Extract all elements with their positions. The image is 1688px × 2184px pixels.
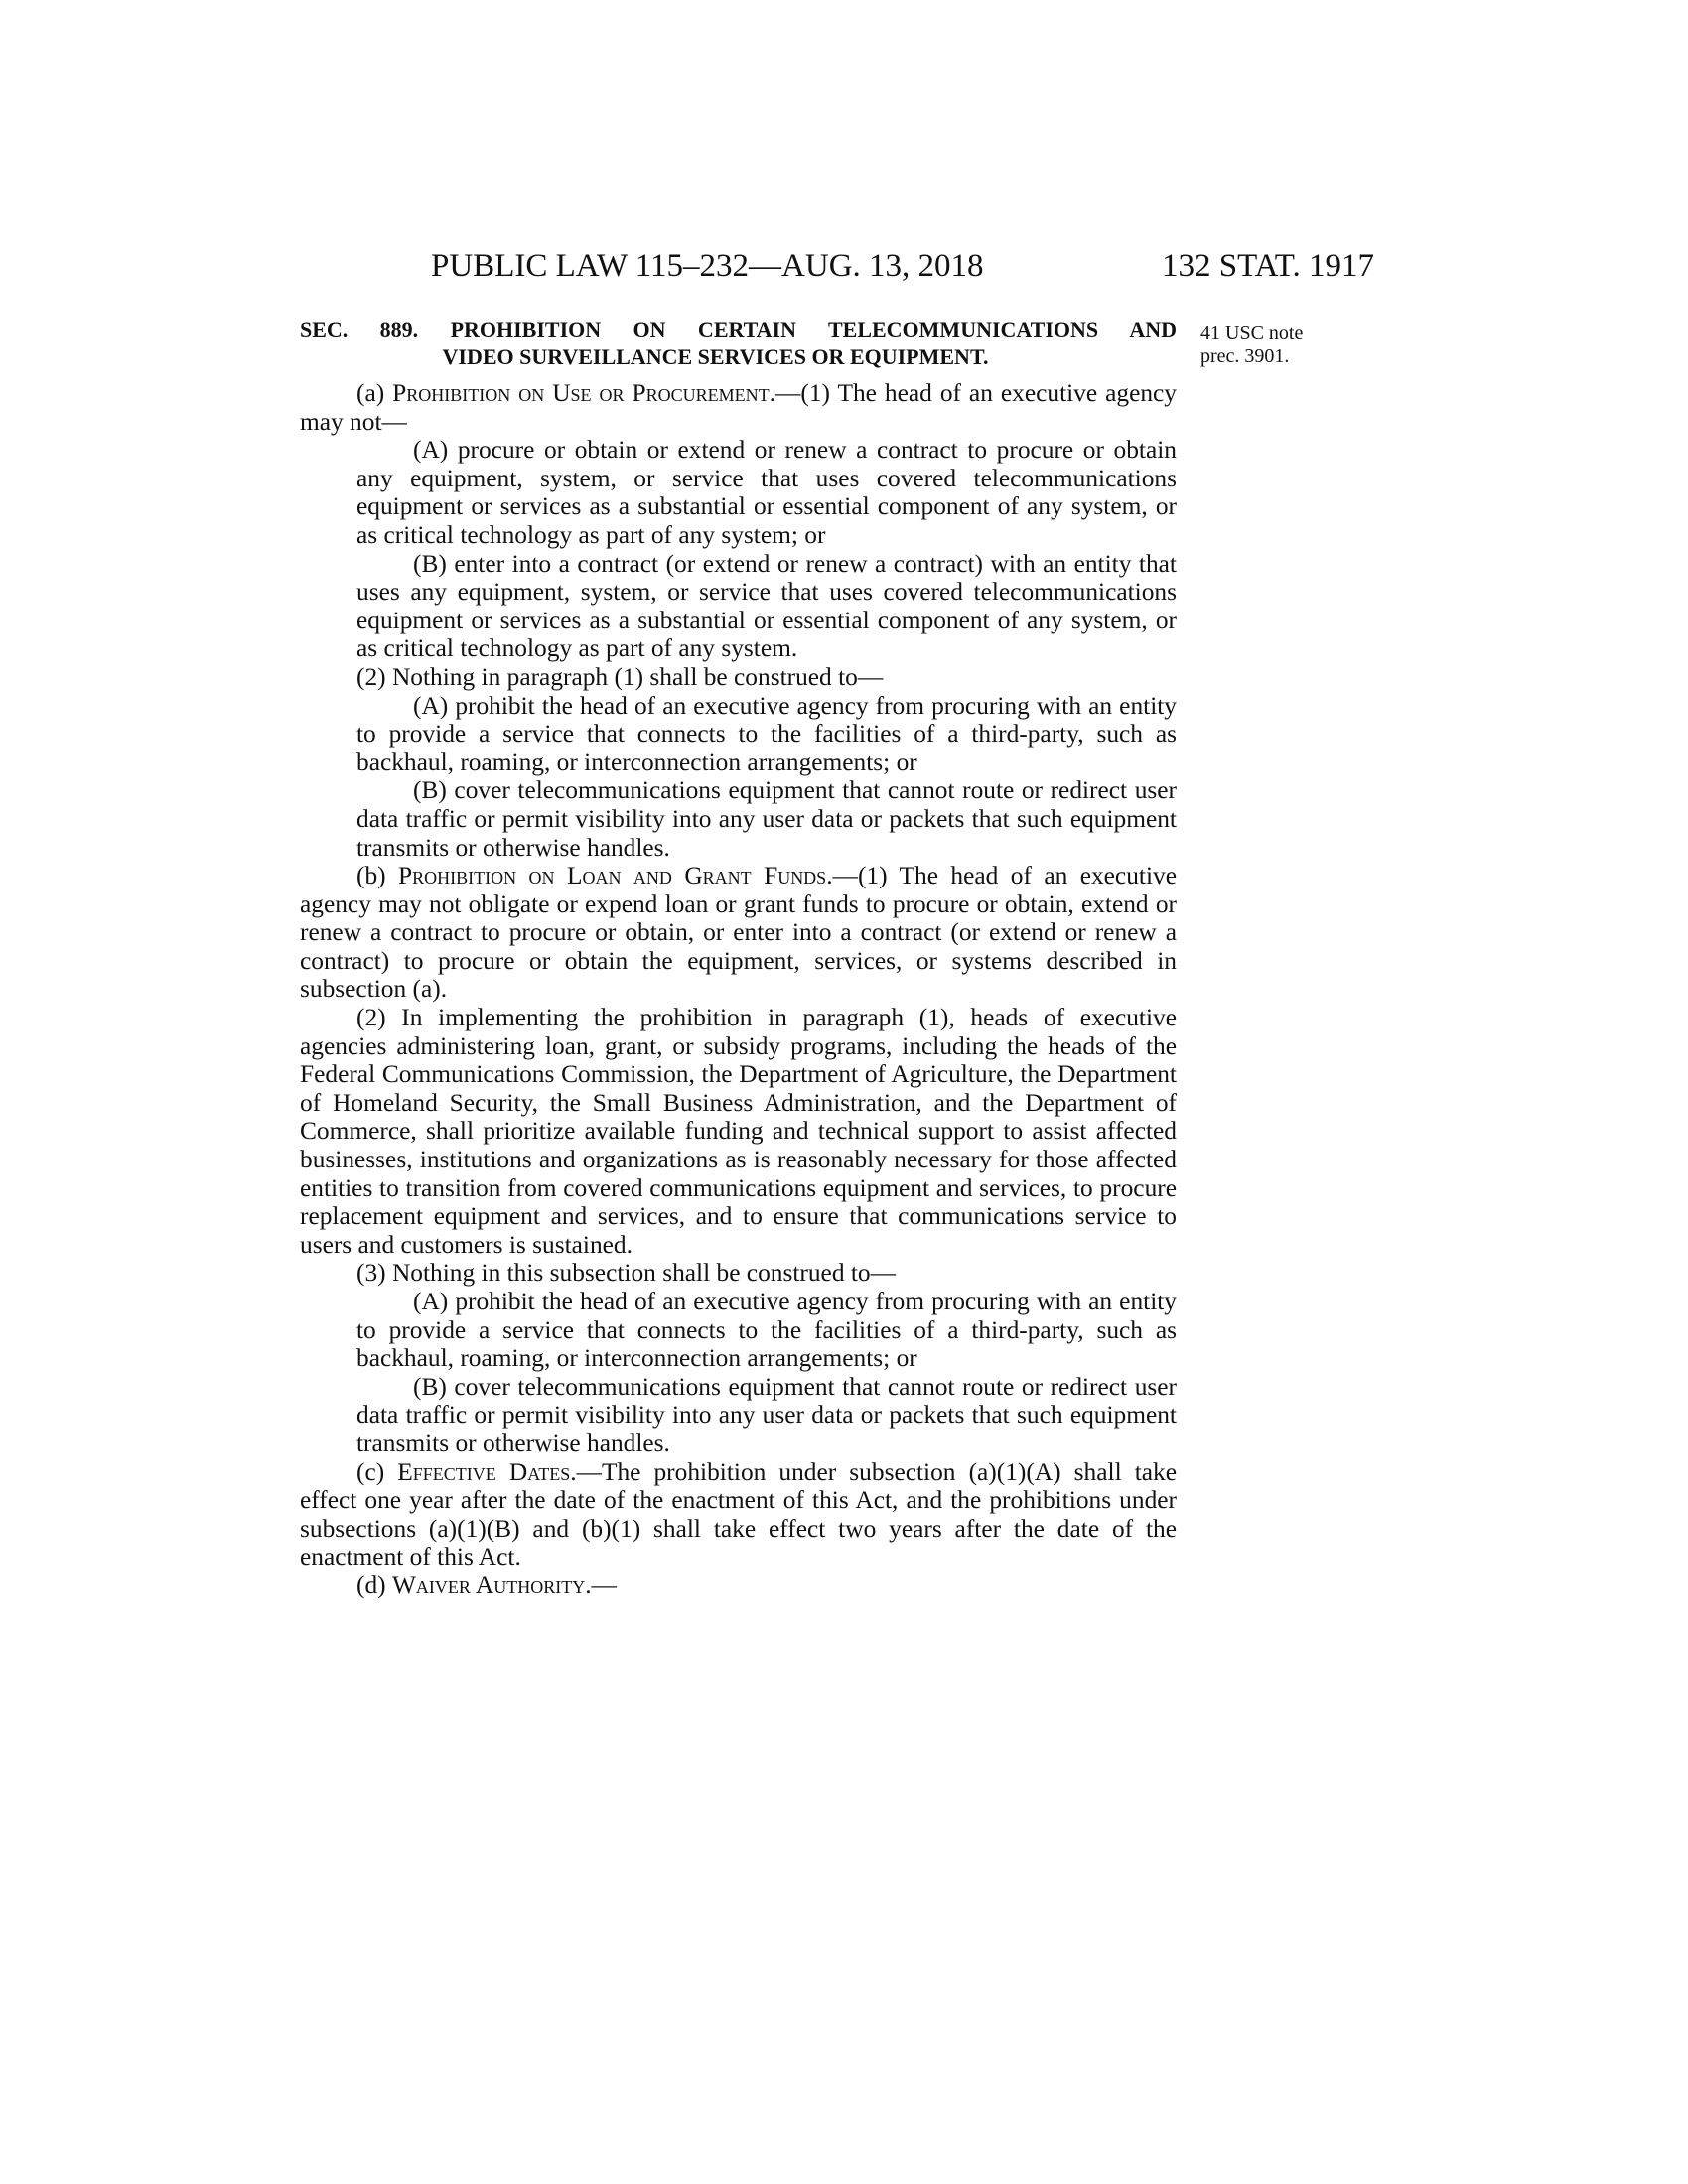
section-heading-line-2: VIDEO SURVEILLANCE SERVICES OR EQUIPMENT. (442, 344, 989, 369)
subsection-a-2-B: (B) cover telecommunications equipment that cannot route or redirect user data traffic or permit visibility into any user data or packets that such equipment transmits or otherwise handles. (356, 776, 1177, 862)
page-header (300, 244, 1374, 288)
statute-page-number: 132 STAT. 1917 (1161, 248, 1374, 284)
subsection-d-heading: Waiver Authority. (391, 1570, 592, 1599)
section-content (300, 316, 1177, 1600)
subsection-a-2-A: (A) prohibit the head of an executive agency from procuring with an entity to provide a service that connects to the facilities of a third-party, such as backhaul, roaming, or interconnection arrangements; or (356, 691, 1177, 776)
subsection-b-paragraph-2: (2) In implementing the prohibition in paragraph (1), heads of executive agencies administering loan, grant, or subsidy programs, including the heads of the Federal Communications Commission, the Department of Agriculture, the Department of Homeland Security, the Small Business Administration, and the Department of Commerce, shall prioritize available funding and technical support to assist affected businesses, institutions and organizations as is reasonably necessary for those affected entities to transition from covered communications equipment and services, to procure replacement equipment and services, and to ensure that communications service to users and customers is sustained. (300, 1004, 1177, 1259)
margin-note (1200, 321, 1349, 368)
subsection-d: (d) Waiver Authority.— (356, 1570, 617, 1599)
subsection-c: (c) Effective Dates.—The prohibition under subsection (a)(1)(A) shall take effect one year after the date of the enactment of this Act, and the prohibitions under subsections (a)(1)(B) and (b)(1) shall take effect two years after the date of the enactment of this Act. (300, 1457, 1177, 1571)
section-body (300, 379, 1177, 1600)
section-heading-line-1: SEC. 889. PROHIBITION ON CERTAIN TELECOMMUNICATIONS AND (300, 317, 1177, 341)
subsection-a-heading: Prohibition on Use or Procurement. (392, 379, 775, 407)
subsection-b-3-A: (A) prohibit the head of an executive agency from procuring with an entity to provide a service that connects to the facilities of a third-party, such as backhaul, roaming, or interconnection arrangements; or (356, 1288, 1177, 1373)
subsection-b-paragraph-3: (3) Nothing in this subsection shall be construed to— (356, 1259, 897, 1288)
margin-note-line-1: 41 USC note (1200, 322, 1304, 343)
subsection-a-1-B: (B) enter into a contract (or extend or renew a contract) with an entity that uses any equipment, system, or service that uses covered telecommunications equipment or services as a substantial or essential component of any system, or as critical technology as part of any system. (356, 549, 1177, 663)
subsection-a-paragraph-2: (2) Nothing in paragraph (1) shall be construed to— (356, 662, 884, 691)
subsection-c-heading: Effective Dates. (397, 1457, 577, 1486)
subsection-b-heading: Prohibition on Loan and Grant Funds. (398, 862, 833, 890)
subsection-b-3-B: (B) cover telecommunications equipment that cannot route or redirect user data traffic or permit visibility into any user data or packets that such equipment transmits or otherwise handles. (356, 1372, 1177, 1457)
subsection-b-paragraph-1: (b) Prohibition on Loan and Grant Funds.—(1) The head of an executive agency may not obligate or expend loan or grant funds to procure or obtain, extend or renew a contract to procure or obtain, or enter into a contract (or extend or renew a contract) to procure or obtain the equipment, services, or systems described in subsection (a). (300, 862, 1177, 1004)
subsection-a-1-A: (A) procure or obtain or extend or renew a contract to procure or obtain any equipment, system, or service that uses covered telecommunications equipment or services as a substantial or essential component of any system, or as critical technology as part of any system; or (356, 436, 1177, 549)
subsection-a-paragraph-1: (a) Prohibition on Use or Procurement.—(1) The head of an executive agency may not— (300, 379, 1178, 436)
public-law-citation: PUBLIC LAW 115–232—AUG. 13, 2018 (431, 248, 984, 284)
margin-note-line-2: prec. 3901. (1200, 345, 1290, 367)
